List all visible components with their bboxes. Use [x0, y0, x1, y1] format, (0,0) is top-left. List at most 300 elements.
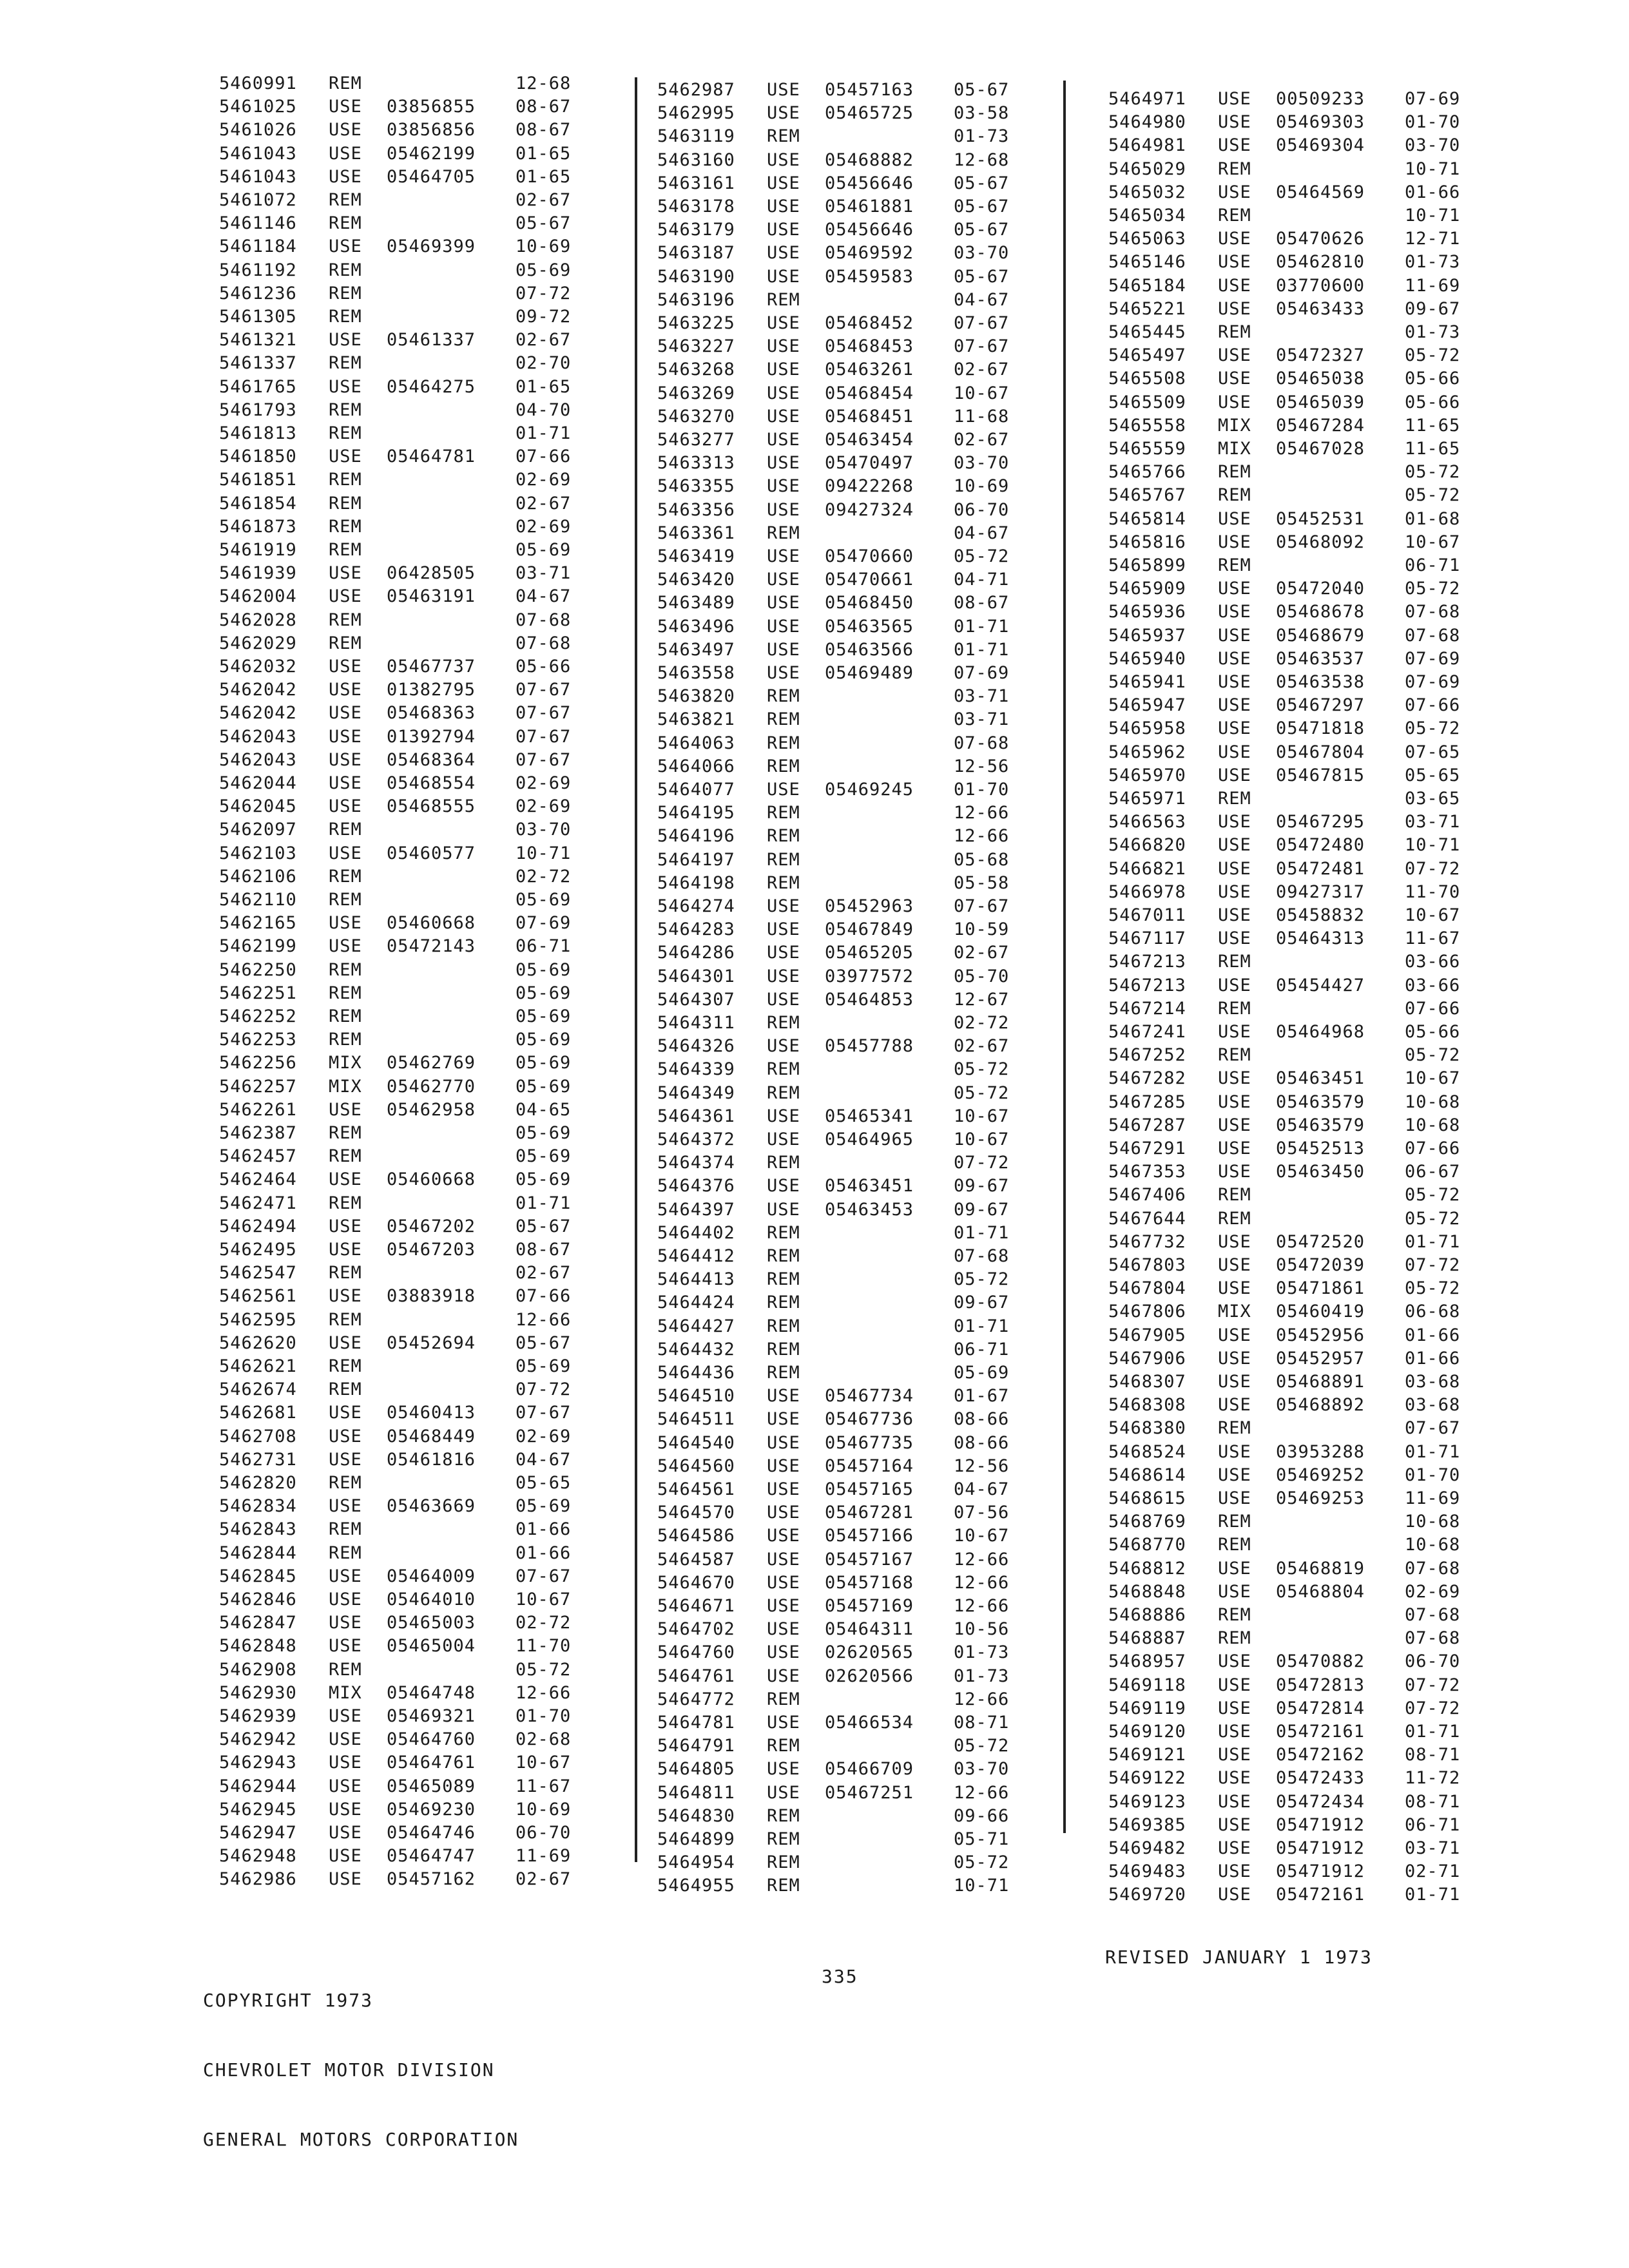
action-code: USE — [767, 616, 800, 637]
part-number: 5467291 — [1108, 1139, 1186, 1158]
action-code: USE — [329, 376, 362, 397]
action-code: USE — [1218, 135, 1251, 156]
copyright-line: COPYRIGHT 1973 — [203, 1990, 374, 2011]
action-code: USE — [767, 149, 800, 170]
date-code: 02-67 — [954, 360, 1010, 380]
replacement-part: 05464009 — [387, 1566, 476, 1586]
part-number: 5465558 — [1108, 415, 1186, 436]
action-code: USE — [767, 266, 800, 287]
date-code: 01-73 — [954, 1666, 1010, 1686]
action-code: USE — [329, 680, 362, 700]
date-code: 10-71 — [1405, 206, 1461, 226]
date-code: 11-65 — [1405, 439, 1461, 459]
action-code: USE — [329, 1240, 362, 1260]
action-code: USE — [1218, 1348, 1251, 1369]
action-code: USE — [1218, 975, 1251, 995]
action-code: REM — [329, 493, 362, 514]
date-code: 11-70 — [516, 1636, 572, 1657]
replacement-part: 05463454 — [825, 430, 914, 450]
replacement-part: 05472433 — [1276, 1768, 1365, 1789]
date-code: 04-67 — [954, 523, 1010, 543]
date-code: 05-72 — [1405, 345, 1461, 366]
part-number: 5462939 — [219, 1706, 297, 1726]
part-number: 5462495 — [219, 1240, 297, 1260]
action-code: REM — [767, 826, 800, 847]
date-code: 07-67 — [954, 336, 1010, 357]
part-number: 5463179 — [657, 220, 735, 240]
part-number: 5464374 — [657, 1153, 735, 1173]
date-code: 12-66 — [954, 1596, 1010, 1616]
date-code: 07-67 — [516, 749, 572, 770]
date-code: 05-67 — [516, 213, 572, 234]
date-code: 02-67 — [954, 1036, 1010, 1057]
date-code: 09-67 — [954, 1293, 1010, 1313]
part-number: 5462257 — [219, 1076, 297, 1097]
replacement-part: 05464965 — [825, 1129, 914, 1149]
date-code: 01-66 — [516, 1542, 572, 1563]
part-number: 5468848 — [1108, 1581, 1186, 1602]
replacement-part: 05467815 — [1276, 765, 1365, 785]
date-code: 02-72 — [954, 1013, 1010, 1033]
part-number: 5461813 — [219, 423, 297, 443]
date-code: 11-72 — [1405, 1768, 1461, 1789]
replacement-part: 05469253 — [1276, 1488, 1365, 1508]
replacement-part: 05464313 — [1276, 928, 1365, 949]
action-code: REM — [767, 1829, 800, 1849]
part-number: 5463268 — [657, 360, 735, 380]
part-number: 5462947 — [219, 1823, 297, 1843]
action-code: REM — [329, 73, 362, 93]
part-number: 5469120 — [1108, 1722, 1186, 1742]
action-code: USE — [767, 1503, 800, 1523]
part-number: 5465909 — [1108, 579, 1186, 599]
part-number: 5467906 — [1108, 1348, 1186, 1369]
action-code: REM — [329, 260, 362, 280]
replacement-part: 05460419 — [1276, 1302, 1365, 1322]
action-code: REM — [329, 190, 362, 210]
action-code: USE — [767, 1549, 800, 1570]
date-code: 09-67 — [954, 1176, 1010, 1196]
replacement-part: 05467804 — [1276, 742, 1365, 762]
action-code: USE — [1218, 1861, 1251, 1882]
part-number: 5464702 — [657, 1619, 735, 1640]
date-code: 07-72 — [1405, 1255, 1461, 1275]
action-code: REM — [767, 1269, 800, 1290]
part-number: 5464560 — [657, 1456, 735, 1476]
action-code: USE — [767, 103, 800, 124]
replacement-part: 05460413 — [387, 1403, 476, 1423]
action-code: USE — [1218, 275, 1251, 296]
replacement-part: 05467734 — [825, 1386, 914, 1407]
column-divider-2 — [1063, 81, 1066, 1833]
replacement-part: 05472162 — [1276, 1745, 1365, 1765]
action-code: USE — [767, 639, 800, 660]
action-code: USE — [767, 1619, 800, 1640]
date-code: 03-71 — [954, 709, 1010, 730]
part-number: 5463356 — [657, 499, 735, 520]
date-code: 02-67 — [954, 430, 1010, 450]
part-number: 5465508 — [1108, 369, 1186, 389]
date-code: 05-69 — [516, 1006, 572, 1026]
part-number: 5464570 — [657, 1503, 735, 1523]
action-code: USE — [1218, 1722, 1251, 1742]
date-code: 02-67 — [516, 190, 572, 210]
action-code: REM — [1218, 1418, 1251, 1439]
replacement-part: 05464761 — [387, 1753, 476, 1773]
date-code: 07-72 — [1405, 858, 1461, 879]
date-code: 05-70 — [954, 966, 1010, 986]
part-number: 5464811 — [657, 1782, 735, 1803]
date-code: 10-67 — [1405, 1068, 1461, 1089]
action-code: REM — [767, 709, 800, 730]
date-code: 01-71 — [1405, 1231, 1461, 1252]
replacement-part: 05472039 — [1276, 1255, 1365, 1275]
part-number: 5462043 — [219, 749, 297, 770]
part-number: 5464311 — [657, 1013, 735, 1033]
date-code: 04-71 — [954, 570, 1010, 590]
date-code: 05-72 — [1405, 1278, 1461, 1299]
part-number: 5466821 — [1108, 858, 1186, 879]
date-code: 12-68 — [516, 73, 572, 93]
date-code: 03-58 — [954, 103, 1010, 124]
date-code: 05-72 — [1405, 485, 1461, 506]
date-code: 07-72 — [1405, 1675, 1461, 1695]
date-code: 12-66 — [954, 1549, 1010, 1570]
replacement-part: 01382795 — [387, 680, 476, 700]
action-code: REM — [767, 1013, 800, 1033]
part-number: 5468614 — [1108, 1465, 1186, 1485]
part-number: 5464760 — [657, 1642, 735, 1663]
action-code: USE — [1218, 229, 1251, 249]
part-number: 5467803 — [1108, 1255, 1186, 1275]
replacement-part: 05468819 — [1276, 1558, 1365, 1579]
action-code: REM — [1218, 1208, 1251, 1229]
date-code: 01-66 — [1405, 1325, 1461, 1345]
date-code: 10-69 — [954, 476, 1010, 497]
part-number: 5462387 — [219, 1123, 297, 1143]
part-number: 5464283 — [657, 919, 735, 940]
part-number: 5462930 — [219, 1682, 297, 1703]
part-number: 5462199 — [219, 936, 297, 957]
action-code: USE — [329, 586, 362, 607]
action-code: REM — [329, 820, 362, 840]
part-number: 5465766 — [1108, 462, 1186, 483]
part-number: 5468770 — [1108, 1535, 1186, 1555]
date-code: 05-72 — [1405, 1185, 1461, 1206]
date-code: 10-67 — [954, 1106, 1010, 1126]
date-code: 07-72 — [1405, 1698, 1461, 1718]
action-code: USE — [767, 546, 800, 566]
page-number: 335 — [822, 1966, 858, 1987]
replacement-part: 05468451 — [825, 406, 914, 427]
part-number: 5462986 — [219, 1869, 297, 1890]
action-code: USE — [329, 726, 362, 747]
revised-date: REVISED JANUARY 1 1973 — [1105, 1946, 1373, 1968]
part-number: 5462256 — [219, 1053, 297, 1073]
date-code: 01-65 — [516, 143, 572, 164]
part-number: 5462464 — [219, 1169, 297, 1190]
date-code: 03-65 — [1405, 789, 1461, 809]
part-number: 5464980 — [1108, 112, 1186, 133]
date-code: 01-71 — [954, 1316, 1010, 1336]
date-code: 01-68 — [1405, 508, 1461, 529]
part-number: 5467806 — [1108, 1302, 1186, 1322]
date-code: 03-71 — [1405, 812, 1461, 832]
part-number: 5464349 — [657, 1082, 735, 1103]
date-code: 02-69 — [516, 470, 572, 490]
date-code: 05-72 — [1405, 1045, 1461, 1066]
date-code: 09-67 — [954, 1199, 1010, 1220]
action-code: USE — [767, 1642, 800, 1663]
part-number: 5461192 — [219, 260, 297, 280]
date-code: 05-69 — [516, 1076, 572, 1097]
action-code: USE — [767, 243, 800, 264]
action-code: USE — [767, 360, 800, 380]
replacement-part: 05469592 — [825, 243, 914, 264]
action-code: REM — [329, 283, 362, 303]
part-number: 5462845 — [219, 1566, 297, 1586]
part-number: 5468307 — [1108, 1372, 1186, 1392]
part-number: 5462028 — [219, 610, 297, 630]
part-number: 5464791 — [657, 1736, 735, 1756]
part-number: 5463119 — [657, 126, 735, 147]
part-number: 5466978 — [1108, 881, 1186, 902]
action-code: USE — [329, 796, 362, 817]
action-code: REM — [767, 1852, 800, 1873]
action-code: USE — [329, 703, 362, 724]
part-number: 5467353 — [1108, 1162, 1186, 1182]
date-code: 07-69 — [1405, 89, 1461, 109]
date-code: 12-68 — [954, 149, 1010, 170]
action-code: USE — [329, 1332, 362, 1353]
action-code: REM — [767, 1689, 800, 1709]
date-code: 01-73 — [954, 1642, 1010, 1663]
replacement-part: 05468454 — [825, 383, 914, 403]
replacement-part: 05465038 — [1276, 369, 1365, 389]
action-code: USE — [1218, 812, 1251, 832]
replacement-part: 05472161 — [1276, 1885, 1365, 1905]
date-code: 06-70 — [1405, 1651, 1461, 1672]
action-code: USE — [767, 1713, 800, 1733]
action-code: USE — [767, 1572, 800, 1593]
date-code: 10-69 — [516, 1799, 572, 1820]
action-code: REM — [329, 610, 362, 630]
action-code: USE — [767, 1456, 800, 1476]
replacement-part: 05472161 — [1276, 1722, 1365, 1742]
action-code: REM — [329, 1123, 362, 1143]
part-number: 5465221 — [1108, 298, 1186, 319]
date-code: 12-66 — [954, 1689, 1010, 1709]
action-code: USE — [1218, 1372, 1251, 1392]
date-code: 05-69 — [516, 1123, 572, 1143]
date-code: 03-66 — [1405, 975, 1461, 995]
action-code: REM — [329, 1006, 362, 1026]
replacement-part: 05463579 — [1276, 1091, 1365, 1112]
action-code: REM — [329, 1030, 362, 1050]
action-code: USE — [767, 1036, 800, 1057]
action-code: USE — [1218, 345, 1251, 366]
replacement-part: 05467849 — [825, 919, 914, 940]
part-number: 5461321 — [219, 330, 297, 351]
part-number: 5467905 — [1108, 1325, 1186, 1345]
part-number: 5461043 — [219, 166, 297, 187]
date-code: 07-67 — [516, 726, 572, 747]
date-code: 05-66 — [1405, 369, 1461, 389]
date-code: 10-68 — [1405, 1512, 1461, 1532]
part-number: 5462029 — [219, 633, 297, 653]
part-number: 5469483 — [1108, 1861, 1186, 1882]
action-code: USE — [767, 966, 800, 986]
part-number: 5464197 — [657, 849, 735, 870]
action-code: REM — [767, 1339, 800, 1360]
action-code: USE — [329, 1566, 362, 1586]
date-code: 12-66 — [516, 1682, 572, 1703]
replacement-part: 05452957 — [1276, 1348, 1365, 1369]
part-number: 5465559 — [1108, 439, 1186, 459]
replacement-part: 05469321 — [387, 1706, 476, 1726]
part-number: 5468524 — [1108, 1441, 1186, 1462]
part-number: 5464761 — [657, 1666, 735, 1686]
action-code: USE — [1218, 252, 1251, 273]
part-number: 5462043 — [219, 726, 297, 747]
part-number: 5463178 — [657, 197, 735, 216]
action-code: USE — [767, 80, 800, 100]
replacement-part: 05458832 — [1276, 905, 1365, 925]
replacement-part: 05470661 — [825, 570, 914, 590]
action-code: MIX — [1218, 415, 1251, 436]
part-number: 5462995 — [657, 103, 735, 124]
action-code: USE — [329, 936, 362, 957]
date-code: 07-68 — [1405, 1558, 1461, 1579]
replacement-part: 01392794 — [387, 726, 476, 747]
date-code: 01-73 — [954, 126, 1010, 147]
action-code: REM — [329, 307, 362, 327]
part-number: 5464587 — [657, 1549, 735, 1570]
action-code: USE — [1218, 648, 1251, 669]
action-code: USE — [329, 1216, 362, 1236]
date-code: 04-70 — [516, 399, 572, 420]
part-number: 5467804 — [1108, 1278, 1186, 1299]
replacement-part: 05472481 — [1276, 858, 1365, 879]
part-number: 5464805 — [657, 1759, 735, 1780]
action-code: REM — [329, 890, 362, 910]
date-code: 05-69 — [516, 959, 572, 980]
part-number: 5467644 — [1108, 1208, 1186, 1229]
action-code: REM — [1218, 322, 1251, 342]
action-code: USE — [1218, 298, 1251, 319]
part-number: 5467213 — [1108, 975, 1186, 995]
part-number: 5465814 — [1108, 508, 1186, 529]
action-code: USE — [329, 330, 362, 351]
action-code: MIX — [1218, 1302, 1251, 1322]
replacement-part: 05471912 — [1276, 1861, 1365, 1882]
date-code: 01-71 — [1405, 1722, 1461, 1742]
part-number: 5462708 — [219, 1426, 297, 1446]
part-number: 5465063 — [1108, 229, 1186, 249]
date-code: 12-56 — [954, 756, 1010, 776]
date-code: 10-59 — [954, 919, 1010, 940]
action-code: USE — [767, 1409, 800, 1430]
action-code: USE — [767, 989, 800, 1010]
date-code: 02-69 — [1405, 1581, 1461, 1602]
date-code: 07-72 — [516, 1379, 572, 1400]
part-number: 5465816 — [1108, 532, 1186, 552]
part-number: 5465947 — [1108, 695, 1186, 716]
date-code: 05-72 — [1405, 1208, 1461, 1229]
date-code: 02-70 — [516, 353, 572, 374]
replacement-part: 05463566 — [825, 639, 914, 660]
action-code: REM — [767, 1316, 800, 1336]
replacement-part: 05468449 — [387, 1426, 476, 1446]
replacement-part: 05469304 — [1276, 135, 1365, 156]
replacement-part: 05465341 — [825, 1106, 914, 1126]
replacement-part: 05464311 — [825, 1619, 914, 1640]
part-number: 5464424 — [657, 1293, 735, 1313]
replacement-part: 05464760 — [387, 1729, 476, 1750]
replacement-part: 05470497 — [825, 453, 914, 474]
action-code: USE — [329, 1403, 362, 1423]
part-number: 5461337 — [219, 353, 297, 374]
replacement-part: 05467028 — [1276, 439, 1365, 459]
date-code: 12-67 — [954, 989, 1010, 1010]
part-number: 5464671 — [657, 1596, 735, 1616]
part-number: 5460991 — [219, 73, 297, 93]
date-code: 07-72 — [954, 1153, 1010, 1173]
date-code: 10-67 — [954, 1526, 1010, 1546]
date-code: 05-72 — [516, 1659, 572, 1680]
date-code: 07-67 — [516, 1403, 572, 1423]
action-code: USE — [329, 1753, 362, 1773]
part-number: 5462834 — [219, 1496, 297, 1517]
action-code: USE — [1218, 579, 1251, 599]
part-number: 5467117 — [1108, 928, 1186, 949]
action-code: USE — [1218, 742, 1251, 762]
action-code: USE — [329, 1729, 362, 1750]
part-number: 5463161 — [657, 173, 735, 193]
part-number: 5468308 — [1108, 1395, 1186, 1416]
replacement-part: 09427324 — [825, 499, 914, 520]
part-number: 5463270 — [657, 406, 735, 427]
date-code: 06-71 — [516, 936, 572, 957]
replacement-part: 05452513 — [1276, 1139, 1365, 1158]
replacement-part: 05466534 — [825, 1713, 914, 1733]
action-code: REM — [767, 523, 800, 543]
replacement-part: 05469230 — [387, 1799, 476, 1820]
action-code: REM — [329, 1146, 362, 1167]
date-code: 05-67 — [954, 266, 1010, 287]
action-code: USE — [767, 220, 800, 240]
replacement-part: 05463451 — [825, 1176, 914, 1196]
part-number: 5469118 — [1108, 1675, 1186, 1695]
part-number: 5463355 — [657, 476, 735, 497]
action-code: USE — [1218, 1885, 1251, 1905]
action-code: USE — [1218, 392, 1251, 412]
action-code: USE — [329, 166, 362, 187]
part-number: 5462042 — [219, 680, 297, 700]
replacement-part: 03856856 — [387, 120, 476, 140]
date-code: 05-65 — [1405, 765, 1461, 785]
replacement-part: 05472327 — [1276, 345, 1365, 366]
replacement-part: 00509233 — [1276, 89, 1365, 109]
action-code: USE — [767, 499, 800, 520]
date-code: 07-67 — [516, 1566, 572, 1586]
action-code: USE — [767, 173, 800, 193]
part-number: 5463277 — [657, 430, 735, 450]
date-code: 07-68 — [1405, 625, 1461, 646]
date-code: 11-65 — [1405, 415, 1461, 436]
part-number: 5469119 — [1108, 1698, 1186, 1718]
date-code: 05-68 — [954, 849, 1010, 870]
